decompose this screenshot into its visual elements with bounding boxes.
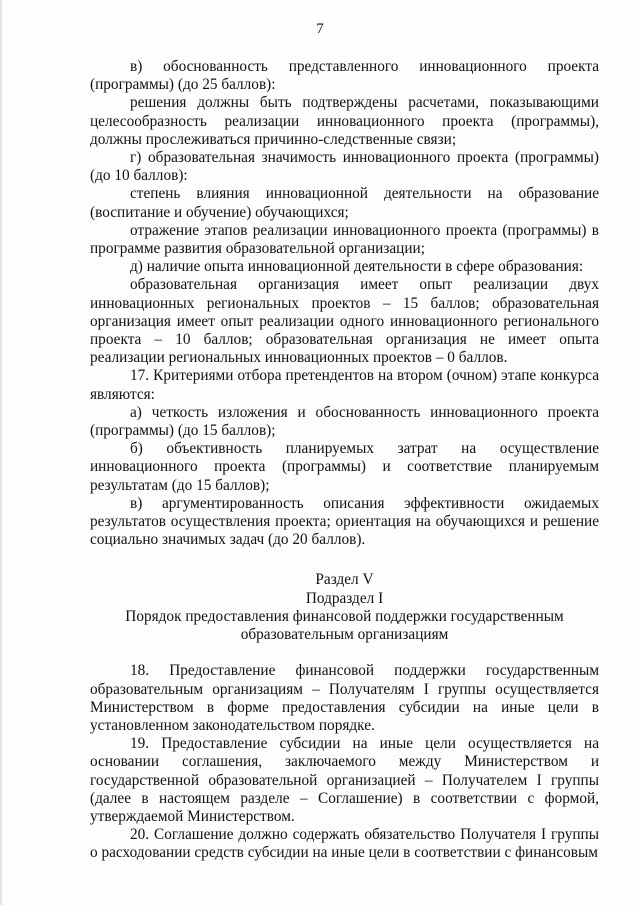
paragraph: в) аргументированность описания эффективности ожидаемых результатов осуществления проекта; ориентация на обучающихся и решение социально значимых задач (до 20 баллов). [90,494,599,549]
paragraph: а) четкость изложения и обоснованность инновационного проекта (программы) (до 15 баллов); [90,403,599,440]
paragraph: 18. Предоставление финансовой поддержки государственным образовательным организациям – Получателям I группы осуществляется Министерством в форме предоставления субсидии на иные цели в установленном законодательством порядке. [90,662,599,734]
paragraph: образовательная организация имеет опыт реализации двух инновационных региональных проектов – 15 баллов; образовательная организация имеет опыт реализации одного инновационного регионального проекта – 10 баллов; образовательная организация не имеет опыта реализации региональных инновационных проектов – 0 баллов. [90,276,599,367]
page-number: 7 [316,21,324,37]
document-body [90,58,599,863]
paragraph: решения должны быть подтверждены расчетами, показывающими целесообразность реализации инновационного проекта (программы), должны прослеживаться причинно-следственные связи; [90,94,599,148]
paragraph: степень влияния инновационной деятельности на образование (воспитание и обучение) обучающихся; [90,185,599,221]
section-heading-line1: Порядок предоставления финансовой поддержки государственным [125,607,564,625]
spacer [90,549,599,571]
paragraph: г) образовательная значимость инновационного проекта (программы) (до 10 баллов): [90,149,599,185]
paragraph: 17. Критериями отбора претендентов на втором (очном) этапе конкурса являются: [90,367,599,403]
paragraph: 20. Соглашение должно содержать обязательство Получателя I группы о расходовании средств субсидии на иные цели в соответствии с финансовым [90,826,599,862]
section-heading-line2: образовательным организациям [240,626,449,644]
paragraph: б) объективность планируемых затрат на осуществление инновационного проекта (программы) и соответствие планируемым результатам (до 15 баллов); [90,440,599,494]
spacer [90,644,599,662]
scan-edge [0,0,2,905]
paragraph: 19. Предоставление субсидии на иные цели осуществляется на основании соглашения, заключаемого между Министерством и государственной образовательной организацией – Получателем I группы (далее в настоящем разделе – Соглашение) в соответствии с формой, утверждаемой Министерством. [90,735,599,825]
paragraph: отражение этапов реализации инновационного проекта (программы) в программе развития образовательной организации; [90,221,599,258]
section-title: Раздел V [315,571,374,589]
paragraph: в) обоснованность представленного инновационного проекта (программы) (до 25 баллов): [90,58,599,94]
subsection-title: Подраздел I [305,589,384,607]
paragraph: д) наличие опыта инновационной деятельности в сфере образования: [130,258,584,276]
